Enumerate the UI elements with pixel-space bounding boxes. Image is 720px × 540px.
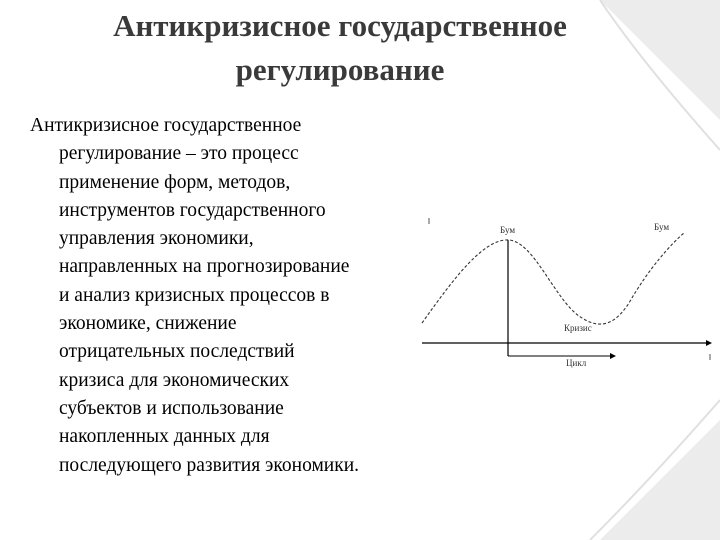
- paragraph-line: Антикризисное государственное: [30, 115, 302, 136]
- paragraph-line: отрицательных последствий: [59, 341, 295, 363]
- paragraph-line: направленных на прогнозирование: [59, 256, 350, 278]
- corner-decoration-bottom: [600, 420, 720, 540]
- paragraph-line: инструментов государственного: [59, 199, 326, 221]
- paragraph-line: последующего развития экономики.: [59, 454, 360, 476]
- paragraph-line: и анализ кризисных процессов в: [59, 284, 330, 306]
- business-cycle-diagram: [414, 208, 716, 378]
- cycle-label: Цикл: [566, 358, 587, 368]
- peak-left-label: Бум: [500, 225, 516, 235]
- title-line-1: Антикризисное государственное: [113, 8, 567, 43]
- definition-paragraph: [30, 112, 450, 480]
- business-cycle-curve: [422, 233, 684, 324]
- paragraph-line: субъектов и использование: [59, 397, 284, 419]
- x-axis-arrow: [706, 340, 712, 346]
- paragraph-line: экономике, снижение: [59, 313, 237, 335]
- peak-right-label: Бум: [654, 222, 670, 232]
- title-line-2: регулирование: [235, 52, 445, 87]
- paragraph-line: применение форм, методов,: [59, 171, 291, 193]
- paragraph-line: управления экономики,: [59, 228, 254, 250]
- paragraph-line: накопленных данных для: [59, 426, 270, 448]
- paragraph-line: кризиса для экономических: [59, 369, 290, 391]
- trough-label: Кризис: [564, 323, 592, 333]
- paragraph-line: регулирование – это процесс: [59, 143, 299, 165]
- slide-title: [40, 4, 640, 92]
- cycle-span-arrow: [610, 353, 616, 359]
